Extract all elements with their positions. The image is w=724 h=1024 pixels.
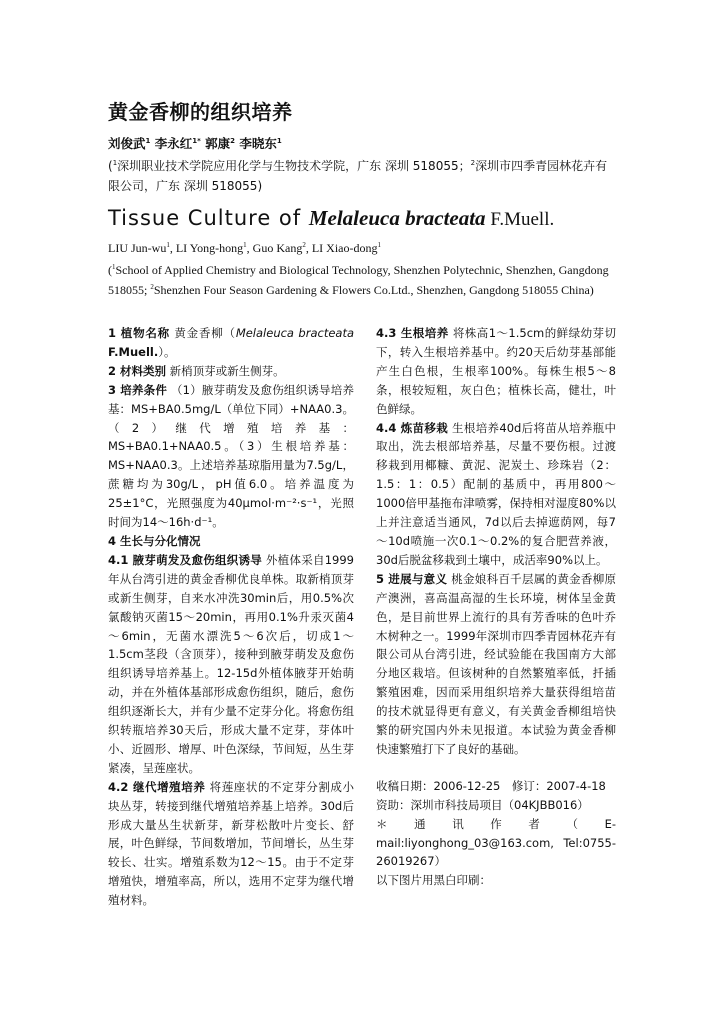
section-heading: 4 生长与分化情况	[108, 533, 201, 548]
section-4-4	[376, 419, 616, 570]
author-name: 郭康	[205, 136, 231, 151]
section-5	[376, 570, 616, 759]
affil-part: 深圳职业技术学院应用化学与生物技术学院，广东 深圳 518055；	[117, 159, 471, 173]
author-sup: 2	[230, 136, 236, 145]
author-name: 李永红	[154, 136, 193, 151]
right-column	[376, 324, 616, 890]
section-conditions	[108, 381, 354, 532]
title-english	[108, 202, 618, 236]
author-name: Guo Kang	[252, 241, 303, 255]
title-en-author: F.Muell.	[485, 209, 555, 230]
left-column	[108, 324, 354, 910]
affil-sup: 1	[112, 263, 116, 271]
affil-sup: 2	[150, 282, 154, 291]
section-4-3	[376, 324, 616, 419]
section-4-1	[108, 551, 354, 778]
affil-part: School of Applied Chemistry and Biological Technology, Shenzhen Polytechnic, Shenzhen, Gangdong 518055;	[108, 263, 609, 297]
author-name: 刘俊武	[108, 136, 146, 151]
author-sup: 1	[276, 136, 282, 145]
author-sup: 1	[377, 241, 381, 249]
section-text: （1）腋芽萌发及愈伤组织诱导培养基：MS+BA0.5mg/L（单位下同）+NAA0.3。（2）继代增殖培养基：MS+BA0.1+NAA0.5。（3）生根培养基：MS+NAA0.3。上述培养基琼脂用量为7.5g/L，蔗糖均为30g/L，pH值6.0。培养温度为25±1°C，光照强度为40μmol·m⁻²·s⁻¹，光照时间为14～16h·d⁻¹。	[108, 382, 354, 530]
article-header	[108, 98, 618, 300]
author-sup: 1*	[192, 136, 201, 145]
affil-sup: 2	[470, 159, 476, 167]
section-4-2	[108, 778, 354, 910]
author-sup: 1	[145, 136, 151, 145]
title-en-prefix: Tissue Culture of	[108, 206, 309, 230]
section-heading: 5 进展与意义	[376, 571, 448, 586]
section-heading: 4.2 继代增殖培养	[108, 779, 206, 794]
author-sup: 2	[302, 241, 306, 249]
section-heading: 1 植物名称	[108, 326, 170, 340]
section-heading: 4.4 炼苗移栽	[376, 420, 449, 435]
section-text: 新梢顶芽或新生侧芽。	[169, 363, 285, 378]
affil-open: (	[108, 263, 112, 277]
affil-open: (	[108, 159, 113, 173]
title-en-species: Melaleuca bracteata	[308, 206, 486, 230]
section-text: 生根培养40d后将苗从培养瓶中取出，洗去根部培养基，尽量不要伤根。过渡移栽到用椰糠、黄泥、泥炭土、珍珠岩（2：1.5：1：0.5）配制的基质中，再用800～1000倍甲基拖布津喷雾，保持相对湿度80%以上并注意适当通风，7d以后去掉遮荫网，每7～10d喷施一次0.1～0.2%的复合肥营养液，30d后脱盆移栽到土壤中，成活率90%以上。	[376, 420, 616, 567]
author-name: LI Xiao-dong	[311, 241, 378, 255]
funding-note: 资助：深圳市科技局项目（04KJBB016）	[376, 797, 589, 812]
section-text: 外植体采自1999年从台湾引进的黄金香柳优良单株。取新梢顶芽或新生侧芽，自来水冲洗30min后，用0.5%次氯酸钠灭菌15～20min，再用0.1%升汞灭菌4～6min，无菌水漂洗5～6次后，切成1～1.5cm茎段（含顶芽），接种到腋芽萌发及愈伤组织诱导培养基上。12-15d外植体腋芽开始萌动，并在外植体基部形成愈伤组织，随后，愈伤组织逐渐长大，并有少量不定芽分化。将愈伤组织转瓶培养30天后，形成大量不定芽，芽体叶小、近圆形、增厚、叶色深绿，节间短，丛生芽紧凑，呈莲座状。	[108, 552, 354, 775]
author-sup: 1	[166, 241, 170, 249]
print-note: 以下图片用黑白印刷：	[376, 873, 491, 888]
author-name: LI Yong-hong	[175, 241, 244, 255]
section-heading: 3 培养条件	[108, 382, 168, 397]
corresponding-author: ＊通讯作者（E-mail:liyonghong_03@163.com, Tel:0755-26019267）	[376, 816, 616, 869]
section-heading: 4.3 生根培养	[376, 326, 449, 340]
affiliation-english	[108, 261, 618, 300]
affil-sup: 1	[112, 159, 118, 167]
affiliation-chinese	[108, 156, 618, 196]
title-chinese: 黄金香柳的组织培养	[108, 100, 293, 124]
section-text: 将株高1～1.5cm的鲜绿幼芽切下，转入生根培养基中。约20天后幼芽基部能产生白色根，生根率100%。每株生根5～8条，根较短粗，灰白色；植株长高，健壮，叶色鲜绿。	[376, 326, 616, 416]
species-author: F.Muell.	[108, 344, 159, 359]
affil-part: 深圳市四季青园林花卉有限公司，广东 深圳 518055)	[108, 159, 608, 193]
species-name: Melaleuca bracteata	[235, 326, 355, 340]
section-text: 黄金香柳（	[174, 326, 236, 340]
authors-chinese	[108, 135, 618, 153]
section-text: ）。	[158, 344, 176, 359]
section-material	[108, 362, 354, 381]
authors-english: LIU Jun-$wu^1$, LI Yong-hong$^1$, Guo Kang$^2$, LI Xiao-dong$^1$	[108, 241, 381, 255]
author-name: 李晓东	[239, 136, 277, 151]
section-heading: 4.1 腋芽萌发及愈伤组织诱导	[108, 552, 262, 567]
section-text: 将莲座状的不定芽分割成小块丛芽，转接到继代增殖培养基上培养。30d后形成大量丛生状新芽，新芽松散叶片变长、舒展，叶色鲜绿，节间数增加，节间增长，丛生芽较长、壮实。增殖系数为12～15。由于不定芽增殖快，增殖率高，所以，选用不定芽为继代增殖材料。	[108, 779, 355, 908]
author-name: LIU Jun-wu	[108, 241, 167, 255]
received-dates: 收稿日期：2006-12-25 修订：2007-4-18	[376, 778, 606, 793]
section-growth	[108, 532, 354, 551]
section-text: 桃金娘科百千层属的黄金香柳原产澳洲，喜高温高湿的生长环境，树体呈金黄色，是目前世界上流行的具有芳香味的色叶乔木树种之一。1999年深圳市四季青园林花卉有限公司从台湾引进，经试验能在我国南方大部分地区栽培。但该树种的自然繁殖率低，扦插繁殖困难，因而采用组织培养大量获得组培苗的技术就显得更有意义，有关黄金香柳组培快繁的研究国内外未见报道。本试验为黄金香柳快速繁殖打下了良好的基础。	[376, 571, 617, 756]
author-sup: 1	[243, 241, 247, 249]
affil-part: Shenzhen Four Season Gardening & Flowers Co.Ltd., Shenzhen, Gangdong 518055 China)	[153, 282, 594, 297]
section-heading: 2 材料类别	[108, 363, 167, 378]
section-plant-name	[108, 324, 354, 362]
